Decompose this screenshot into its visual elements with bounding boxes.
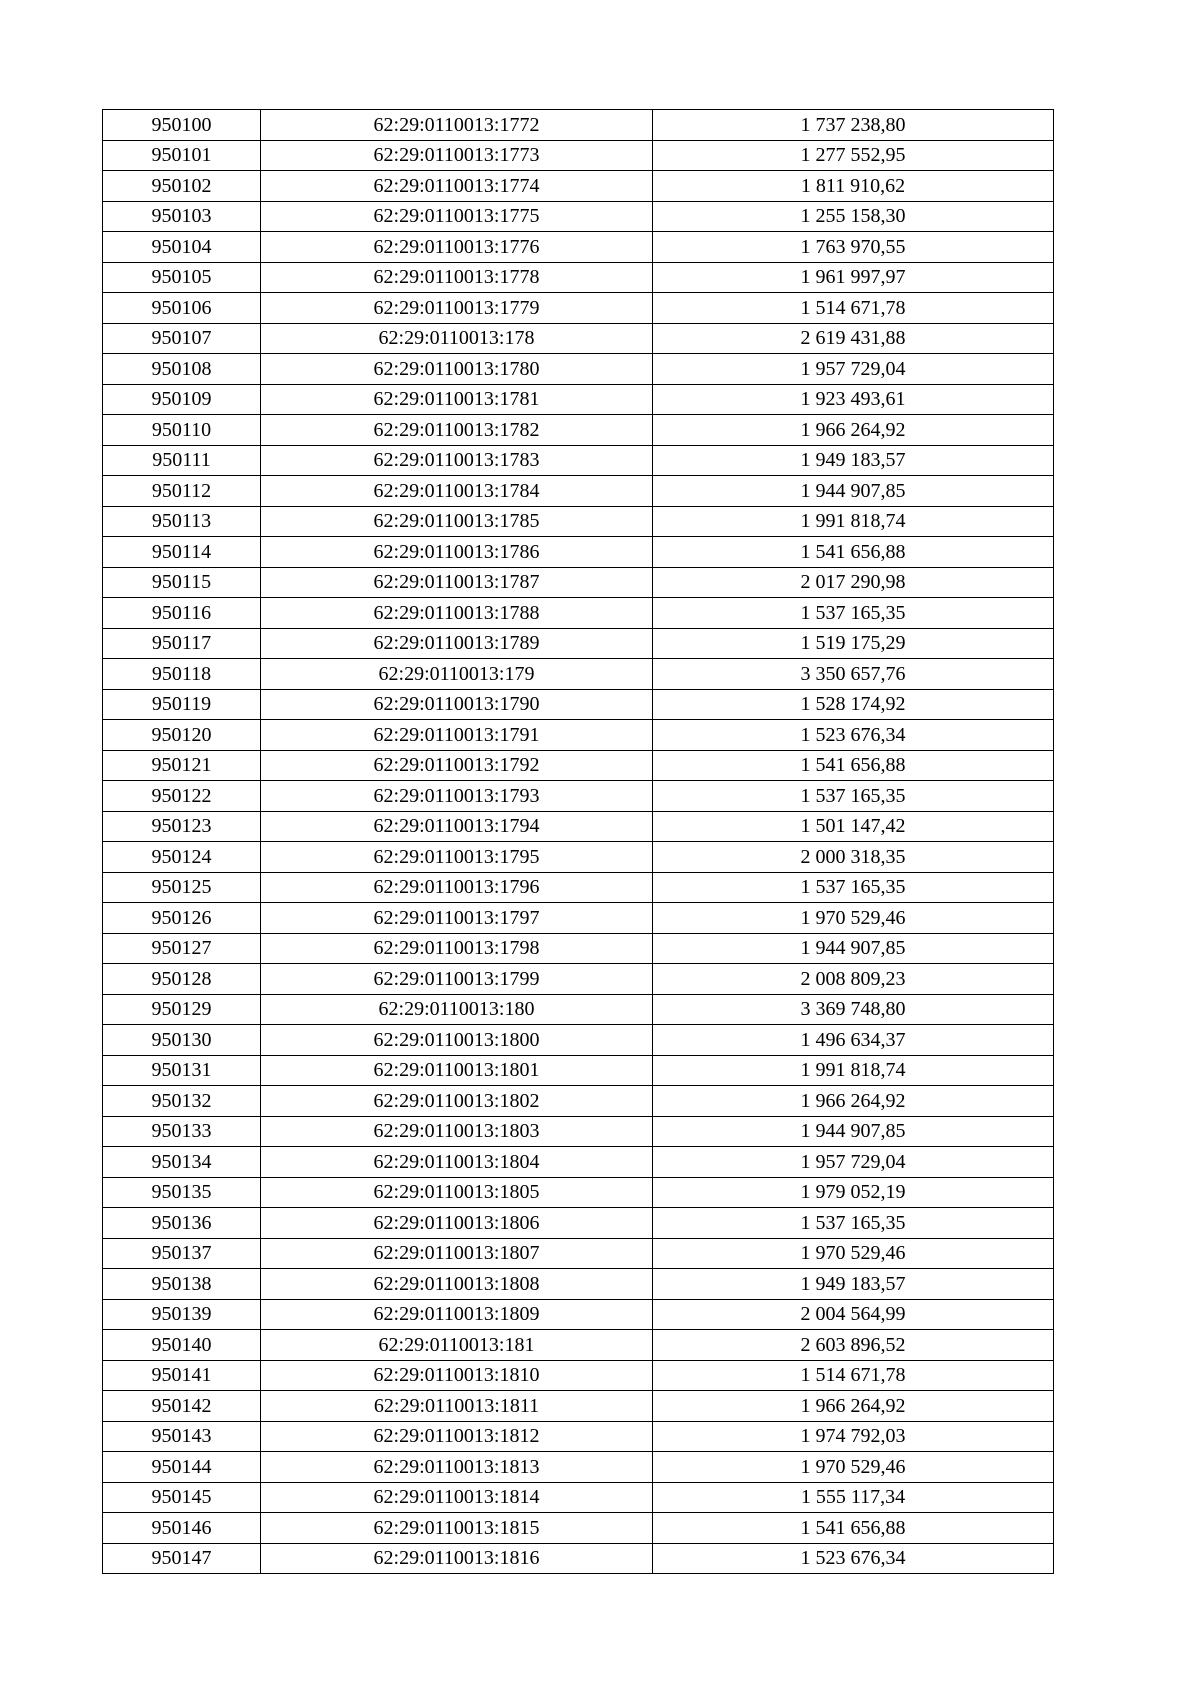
cadastral-value-cell: 1 970 529,46 xyxy=(653,903,1054,934)
table-row xyxy=(103,384,1054,415)
table-row xyxy=(103,262,1054,293)
table-row xyxy=(103,1269,1054,1300)
table-row xyxy=(103,1299,1054,1330)
table-row xyxy=(103,537,1054,568)
cadastral-value-cell: 1 763 970,55 xyxy=(653,232,1054,263)
row-number-cell: 950144 xyxy=(103,1452,261,1483)
cadastral-value-cell: 1 949 183,57 xyxy=(653,445,1054,476)
cadastral-number-cell: 62:29:0110013:1799 xyxy=(261,964,653,995)
row-number-cell: 950123 xyxy=(103,811,261,842)
cadastral-number-cell: 62:29:0110013:1774 xyxy=(261,171,653,202)
cadastral-value-cell: 1 523 676,34 xyxy=(653,720,1054,751)
table-row xyxy=(103,994,1054,1025)
cadastral-value-cell: 3 350 657,76 xyxy=(653,659,1054,690)
cadastral-value-cell: 1 737 238,80 xyxy=(653,110,1054,141)
cadastral-value-cell: 2 017 290,98 xyxy=(653,567,1054,598)
cadastral-value-cell: 1 970 529,46 xyxy=(653,1452,1054,1483)
cadastral-value-cell: 1 541 656,88 xyxy=(653,537,1054,568)
cadastral-value-cell: 1 944 907,85 xyxy=(653,933,1054,964)
table-row xyxy=(103,323,1054,354)
row-number-cell: 950108 xyxy=(103,354,261,385)
table-row xyxy=(103,720,1054,751)
cadastral-value-cell: 1 974 792,03 xyxy=(653,1421,1054,1452)
table-row xyxy=(103,811,1054,842)
cadastral-value-cell: 1 519 175,29 xyxy=(653,628,1054,659)
row-number-cell: 950125 xyxy=(103,872,261,903)
cadastral-number-cell: 62:29:0110013:1793 xyxy=(261,781,653,812)
cadastral-value-cell: 3 369 748,80 xyxy=(653,994,1054,1025)
row-number-cell: 950138 xyxy=(103,1269,261,1300)
cadastral-value-cell: 2 619 431,88 xyxy=(653,323,1054,354)
row-number-cell: 950118 xyxy=(103,659,261,690)
cadastral-value-cell: 1 966 264,92 xyxy=(653,1391,1054,1422)
cadastral-value-cell: 1 537 165,35 xyxy=(653,598,1054,629)
row-number-cell: 950115 xyxy=(103,567,261,598)
cadastral-number-cell: 62:29:0110013:1772 xyxy=(261,110,653,141)
row-number-cell: 950104 xyxy=(103,232,261,263)
cadastral-number-cell: 62:29:0110013:1773 xyxy=(261,140,653,171)
cadastral-number-cell: 62:29:0110013:1802 xyxy=(261,1086,653,1117)
table-row xyxy=(103,872,1054,903)
table-row xyxy=(103,903,1054,934)
row-number-cell: 950147 xyxy=(103,1543,261,1574)
cadastral-number-cell: 62:29:0110013:1785 xyxy=(261,506,653,537)
row-number-cell: 950102 xyxy=(103,171,261,202)
row-number-cell: 950121 xyxy=(103,750,261,781)
cadastral-value-cell: 1 523 676,34 xyxy=(653,1543,1054,1574)
cadastral-number-cell: 62:29:0110013:1811 xyxy=(261,1391,653,1422)
cadastral-number-cell: 62:29:0110013:1803 xyxy=(261,1116,653,1147)
cadastral-number-cell: 62:29:0110013:1800 xyxy=(261,1025,653,1056)
cadastral-value-cell: 2 603 896,52 xyxy=(653,1330,1054,1361)
table-row xyxy=(103,1360,1054,1391)
row-number-cell: 950122 xyxy=(103,781,261,812)
table-row xyxy=(103,964,1054,995)
cadastral-number-cell: 62:29:0110013:1782 xyxy=(261,415,653,446)
cadastral-value-cell: 1 966 264,92 xyxy=(653,1086,1054,1117)
row-number-cell: 950126 xyxy=(103,903,261,934)
cadastral-number-cell: 62:29:0110013:1805 xyxy=(261,1177,653,1208)
cadastral-number-cell: 62:29:0110013:1814 xyxy=(261,1482,653,1513)
cadastral-value-cell: 1 991 818,74 xyxy=(653,506,1054,537)
table-row xyxy=(103,1025,1054,1056)
cadastral-value-cell: 1 970 529,46 xyxy=(653,1238,1054,1269)
row-number-cell: 950100 xyxy=(103,110,261,141)
table-row xyxy=(103,354,1054,385)
cadastral-number-cell: 62:29:0110013:1781 xyxy=(261,384,653,415)
cadastral-number-cell: 62:29:0110013:1813 xyxy=(261,1452,653,1483)
cadastral-value-cell: 1 991 818,74 xyxy=(653,1055,1054,1086)
table-row xyxy=(103,1208,1054,1239)
table-row xyxy=(103,781,1054,812)
table-row xyxy=(103,293,1054,324)
table-row xyxy=(103,506,1054,537)
cadastral-value-cell: 1 541 656,88 xyxy=(653,750,1054,781)
cadastral-number-cell: 62:29:0110013:1791 xyxy=(261,720,653,751)
row-number-cell: 950136 xyxy=(103,1208,261,1239)
table-row xyxy=(103,171,1054,202)
row-number-cell: 950133 xyxy=(103,1116,261,1147)
cadastral-value-cell: 1 811 910,62 xyxy=(653,171,1054,202)
cadastral-value-cell: 1 961 997,97 xyxy=(653,262,1054,293)
cadastral-number-cell: 62:29:0110013:1812 xyxy=(261,1421,653,1452)
table-row xyxy=(103,1086,1054,1117)
row-number-cell: 950142 xyxy=(103,1391,261,1422)
cadastral-value-cell: 1 944 907,85 xyxy=(653,476,1054,507)
table-row xyxy=(103,598,1054,629)
cadastral-value-cell: 1 496 634,37 xyxy=(653,1025,1054,1056)
row-number-cell: 950145 xyxy=(103,1482,261,1513)
row-number-cell: 950132 xyxy=(103,1086,261,1117)
row-number-cell: 950114 xyxy=(103,537,261,568)
cadastral-number-cell: 62:29:0110013:1816 xyxy=(261,1543,653,1574)
table-row xyxy=(103,567,1054,598)
cadastral-number-cell: 62:29:0110013:181 xyxy=(261,1330,653,1361)
row-number-cell: 950117 xyxy=(103,628,261,659)
row-number-cell: 950120 xyxy=(103,720,261,751)
row-number-cell: 950111 xyxy=(103,445,261,476)
cadastral-value-table xyxy=(102,109,1054,1574)
row-number-cell: 950139 xyxy=(103,1299,261,1330)
cadastral-value-cell: 2 000 318,35 xyxy=(653,842,1054,873)
cadastral-value-cell: 1 537 165,35 xyxy=(653,872,1054,903)
table-row xyxy=(103,1330,1054,1361)
table-row xyxy=(103,1543,1054,1574)
cadastral-number-cell: 62:29:0110013:1778 xyxy=(261,262,653,293)
table-row xyxy=(103,750,1054,781)
table-row xyxy=(103,842,1054,873)
cadastral-number-cell: 62:29:0110013:1798 xyxy=(261,933,653,964)
row-number-cell: 950127 xyxy=(103,933,261,964)
cadastral-value-cell: 1 537 165,35 xyxy=(653,781,1054,812)
cadastral-number-cell: 62:29:0110013:1808 xyxy=(261,1269,653,1300)
row-number-cell: 950146 xyxy=(103,1513,261,1544)
row-number-cell: 950124 xyxy=(103,842,261,873)
table-row xyxy=(103,659,1054,690)
cadastral-number-cell: 62:29:0110013:1776 xyxy=(261,232,653,263)
cadastral-value-cell: 1 277 552,95 xyxy=(653,140,1054,171)
row-number-cell: 950119 xyxy=(103,689,261,720)
cadastral-value-cell: 1 541 656,88 xyxy=(653,1513,1054,1544)
cadastral-number-cell: 62:29:0110013:1780 xyxy=(261,354,653,385)
cadastral-value-cell: 1 944 907,85 xyxy=(653,1116,1054,1147)
row-number-cell: 950131 xyxy=(103,1055,261,1086)
cadastral-value-cell: 1 528 174,92 xyxy=(653,689,1054,720)
table-row xyxy=(103,1482,1054,1513)
cadastral-number-cell: 62:29:0110013:1806 xyxy=(261,1208,653,1239)
cadastral-number-cell: 62:29:0110013:1786 xyxy=(261,537,653,568)
table-row xyxy=(103,140,1054,171)
table-row xyxy=(103,445,1054,476)
cadastral-value-cell: 1 957 729,04 xyxy=(653,354,1054,385)
row-number-cell: 950140 xyxy=(103,1330,261,1361)
cadastral-number-cell: 62:29:0110013:1784 xyxy=(261,476,653,507)
table-row xyxy=(103,933,1054,964)
table-row xyxy=(103,1147,1054,1178)
cadastral-value-cell: 1 923 493,61 xyxy=(653,384,1054,415)
cadastral-value-cell: 1 949 183,57 xyxy=(653,1269,1054,1300)
table-row xyxy=(103,1238,1054,1269)
cadastral-number-cell: 62:29:0110013:1804 xyxy=(261,1147,653,1178)
table-row xyxy=(103,1391,1054,1422)
cadastral-number-cell: 62:29:0110013:1775 xyxy=(261,201,653,232)
cadastral-number-cell: 62:29:0110013:1795 xyxy=(261,842,653,873)
row-number-cell: 950109 xyxy=(103,384,261,415)
table-row xyxy=(103,1421,1054,1452)
cadastral-value-cell: 1 957 729,04 xyxy=(653,1147,1054,1178)
table-row xyxy=(103,201,1054,232)
table-row xyxy=(103,1055,1054,1086)
cadastral-number-cell: 62:29:0110013:1794 xyxy=(261,811,653,842)
cadastral-number-cell: 62:29:0110013:1809 xyxy=(261,1299,653,1330)
row-number-cell: 950135 xyxy=(103,1177,261,1208)
row-number-cell: 950110 xyxy=(103,415,261,446)
row-number-cell: 950129 xyxy=(103,994,261,1025)
cadastral-number-cell: 62:29:0110013:1788 xyxy=(261,598,653,629)
row-number-cell: 950137 xyxy=(103,1238,261,1269)
row-number-cell: 950141 xyxy=(103,1360,261,1391)
cadastral-value-cell: 2 004 564,99 xyxy=(653,1299,1054,1330)
table-body xyxy=(103,110,1054,1574)
row-number-cell: 950105 xyxy=(103,262,261,293)
table-row xyxy=(103,232,1054,263)
row-number-cell: 950106 xyxy=(103,293,261,324)
cadastral-number-cell: 62:29:0110013:1790 xyxy=(261,689,653,720)
cadastral-number-cell: 62:29:0110013:1815 xyxy=(261,1513,653,1544)
row-number-cell: 950113 xyxy=(103,506,261,537)
table-row xyxy=(103,1513,1054,1544)
row-number-cell: 950130 xyxy=(103,1025,261,1056)
cadastral-value-cell: 1 555 117,34 xyxy=(653,1482,1054,1513)
table-row xyxy=(103,1452,1054,1483)
cadastral-number-cell: 62:29:0110013:180 xyxy=(261,994,653,1025)
cadastral-number-cell: 62:29:0110013:1792 xyxy=(261,750,653,781)
cadastral-value-cell: 1 537 165,35 xyxy=(653,1208,1054,1239)
table-row xyxy=(103,415,1054,446)
table-row xyxy=(103,1116,1054,1147)
table-row xyxy=(103,628,1054,659)
row-number-cell: 950101 xyxy=(103,140,261,171)
cadastral-value-cell: 1 501 147,42 xyxy=(653,811,1054,842)
cadastral-number-cell: 62:29:0110013:1783 xyxy=(261,445,653,476)
cadastral-number-cell: 62:29:0110013:1789 xyxy=(261,628,653,659)
cadastral-value-cell: 1 514 671,78 xyxy=(653,293,1054,324)
cadastral-value-cell: 1 966 264,92 xyxy=(653,415,1054,446)
cadastral-number-cell: 62:29:0110013:1779 xyxy=(261,293,653,324)
cadastral-number-cell: 62:29:0110013:1810 xyxy=(261,1360,653,1391)
table-row xyxy=(103,110,1054,141)
cadastral-number-cell: 62:29:0110013:1787 xyxy=(261,567,653,598)
row-number-cell: 950143 xyxy=(103,1421,261,1452)
table-row xyxy=(103,476,1054,507)
cadastral-value-cell: 1 979 052,19 xyxy=(653,1177,1054,1208)
row-number-cell: 950134 xyxy=(103,1147,261,1178)
cadastral-number-cell: 62:29:0110013:178 xyxy=(261,323,653,354)
row-number-cell: 950116 xyxy=(103,598,261,629)
table-row xyxy=(103,1177,1054,1208)
cadastral-value-cell: 2 008 809,23 xyxy=(653,964,1054,995)
cadastral-value-cell: 1 255 158,30 xyxy=(653,201,1054,232)
row-number-cell: 950128 xyxy=(103,964,261,995)
cadastral-number-cell: 62:29:0110013:1796 xyxy=(261,872,653,903)
table-row xyxy=(103,689,1054,720)
row-number-cell: 950112 xyxy=(103,476,261,507)
cadastral-number-cell: 62:29:0110013:179 xyxy=(261,659,653,690)
row-number-cell: 950103 xyxy=(103,201,261,232)
cadastral-number-cell: 62:29:0110013:1801 xyxy=(261,1055,653,1086)
cadastral-value-cell: 1 514 671,78 xyxy=(653,1360,1054,1391)
cadastral-number-cell: 62:29:0110013:1807 xyxy=(261,1238,653,1269)
row-number-cell: 950107 xyxy=(103,323,261,354)
cadastral-number-cell: 62:29:0110013:1797 xyxy=(261,903,653,934)
